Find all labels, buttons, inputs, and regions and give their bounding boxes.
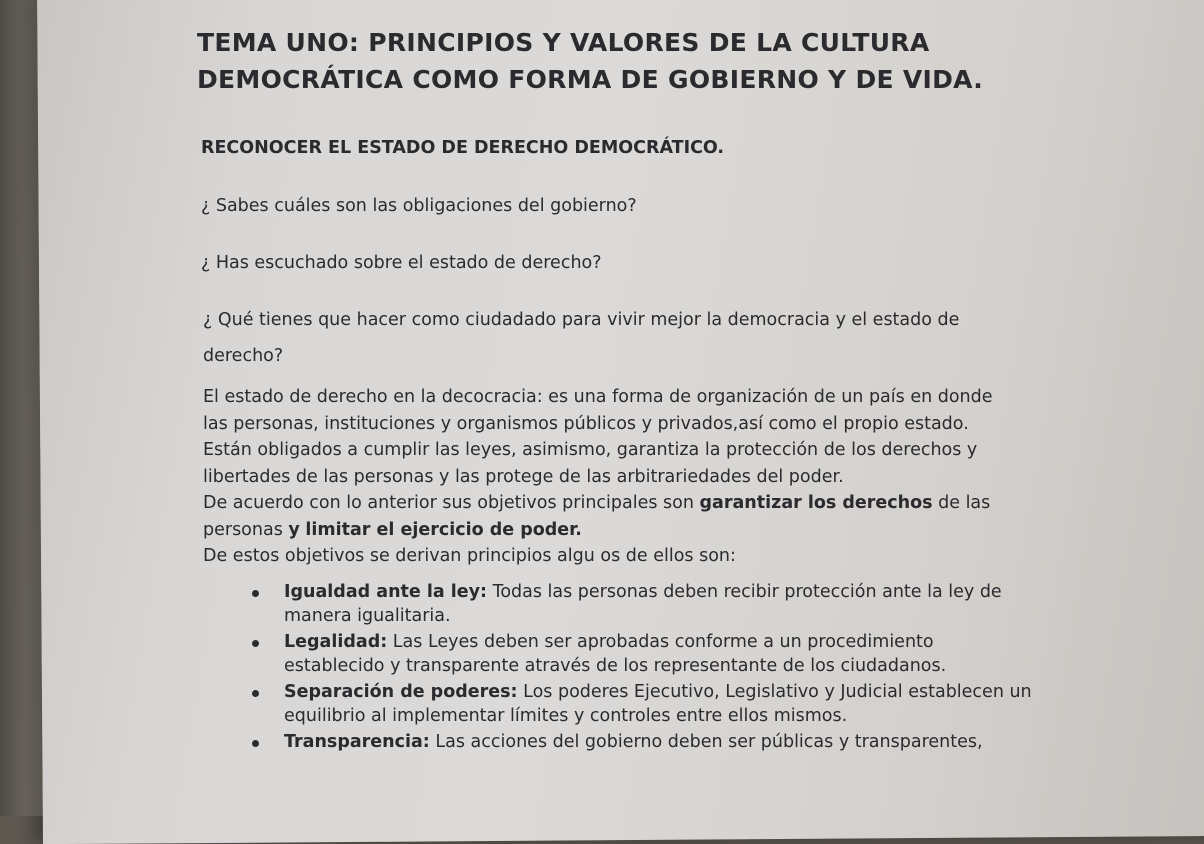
objectives-line-2 bbox=[203, 517, 1083, 544]
bullet-dot-icon bbox=[252, 590, 259, 597]
objectives-bold-rights: garantizar los derechos bbox=[699, 493, 933, 513]
principle-text: Los poderes Ejecutivo, Legislativo y Judicial establecen un bbox=[523, 682, 1032, 702]
objectives-intro: De acuerdo con lo anterior sus objetivos principales son bbox=[203, 493, 694, 513]
principle-line bbox=[284, 730, 1140, 754]
principles-list bbox=[240, 580, 1140, 756]
section-heading: RECONOCER EL ESTADO DE DERECHO DEMOCRÁTICO. bbox=[201, 138, 725, 158]
bullet-dot-icon bbox=[252, 740, 259, 747]
principle-text: Todas las personas deben recibir protección ante la ley de bbox=[492, 582, 1002, 602]
principles-intro: De estos objetivos se derivan principios algu os de ellos son: bbox=[203, 546, 736, 566]
principle-continuation: establecido y transparente através de los representante de los ciudadanos. bbox=[284, 656, 947, 676]
principle-continuation: manera igualitaria. bbox=[284, 606, 451, 626]
title-line-1: TEMA UNO: PRINCIPIOS Y VALORES DE LA CULTURA bbox=[197, 28, 930, 57]
paragraph-line: libertades de las personas y las protege de las arbitrariedades del poder. bbox=[203, 466, 844, 487]
principle-item bbox=[240, 730, 1140, 754]
paragraph-line: Están obligados a cumplir las leyes, asimismo, garantiza la protección de los derechos y bbox=[203, 440, 978, 460]
principle-term: Igualdad ante la ley: bbox=[284, 582, 488, 602]
principle-term: Separación de poderes: bbox=[284, 682, 518, 702]
paragraph-line: las personas, instituciones y organismos públicos y privados,así como el propio estado. bbox=[203, 413, 969, 434]
definition-paragraph bbox=[203, 384, 1083, 570]
principle-item bbox=[240, 580, 1140, 628]
question-3 bbox=[203, 302, 1043, 374]
objectives-bold-limit: limitar el ejercicio de poder. bbox=[305, 519, 582, 540]
principle-continuation: equilibrio al implementar límites y controles entre ellos mismos. bbox=[284, 706, 848, 726]
principle-line bbox=[284, 630, 1140, 654]
document-title bbox=[197, 24, 997, 98]
principle-term: Legalidad: bbox=[284, 632, 388, 652]
title-line-2: DEMOCRÁTICA COMO FORMA DE GOBIERNO Y DE VIDA. bbox=[197, 65, 984, 94]
principle-term: Transparencia: bbox=[284, 732, 430, 752]
principle-text: Las acciones del gobierno deben ser públicas y transparentes, bbox=[435, 732, 983, 752]
bullet-dot-icon bbox=[252, 690, 259, 697]
objectives-persons: personas bbox=[203, 519, 283, 540]
objectives-and: y bbox=[288, 519, 300, 540]
principle-text: Las Leyes deben ser aprobadas conforme a un procedimiento bbox=[392, 632, 934, 652]
question-3-line-1: ¿ Qué tienes que hacer como ciudadado para vivir mejor la democracia y el estado de bbox=[203, 310, 960, 330]
bullet-dot-icon bbox=[252, 640, 259, 647]
question-3-line-2: derecho? bbox=[203, 346, 284, 366]
paragraph-line: El estado de derecho en la decocracia: es una forma de organización de un país en donde bbox=[203, 387, 993, 407]
principle-item bbox=[240, 680, 1140, 728]
objectives-mid: de las bbox=[938, 493, 991, 513]
objectives-line-1 bbox=[203, 490, 1083, 517]
principle-line bbox=[284, 680, 1140, 704]
principle-item bbox=[240, 630, 1140, 678]
principle-line bbox=[284, 580, 1140, 604]
question-2: ¿ Has escuchado sobre el estado de derecho? bbox=[201, 253, 602, 273]
question-1: ¿ Sabes cuáles son las obligaciones del gobierno? bbox=[201, 196, 637, 216]
